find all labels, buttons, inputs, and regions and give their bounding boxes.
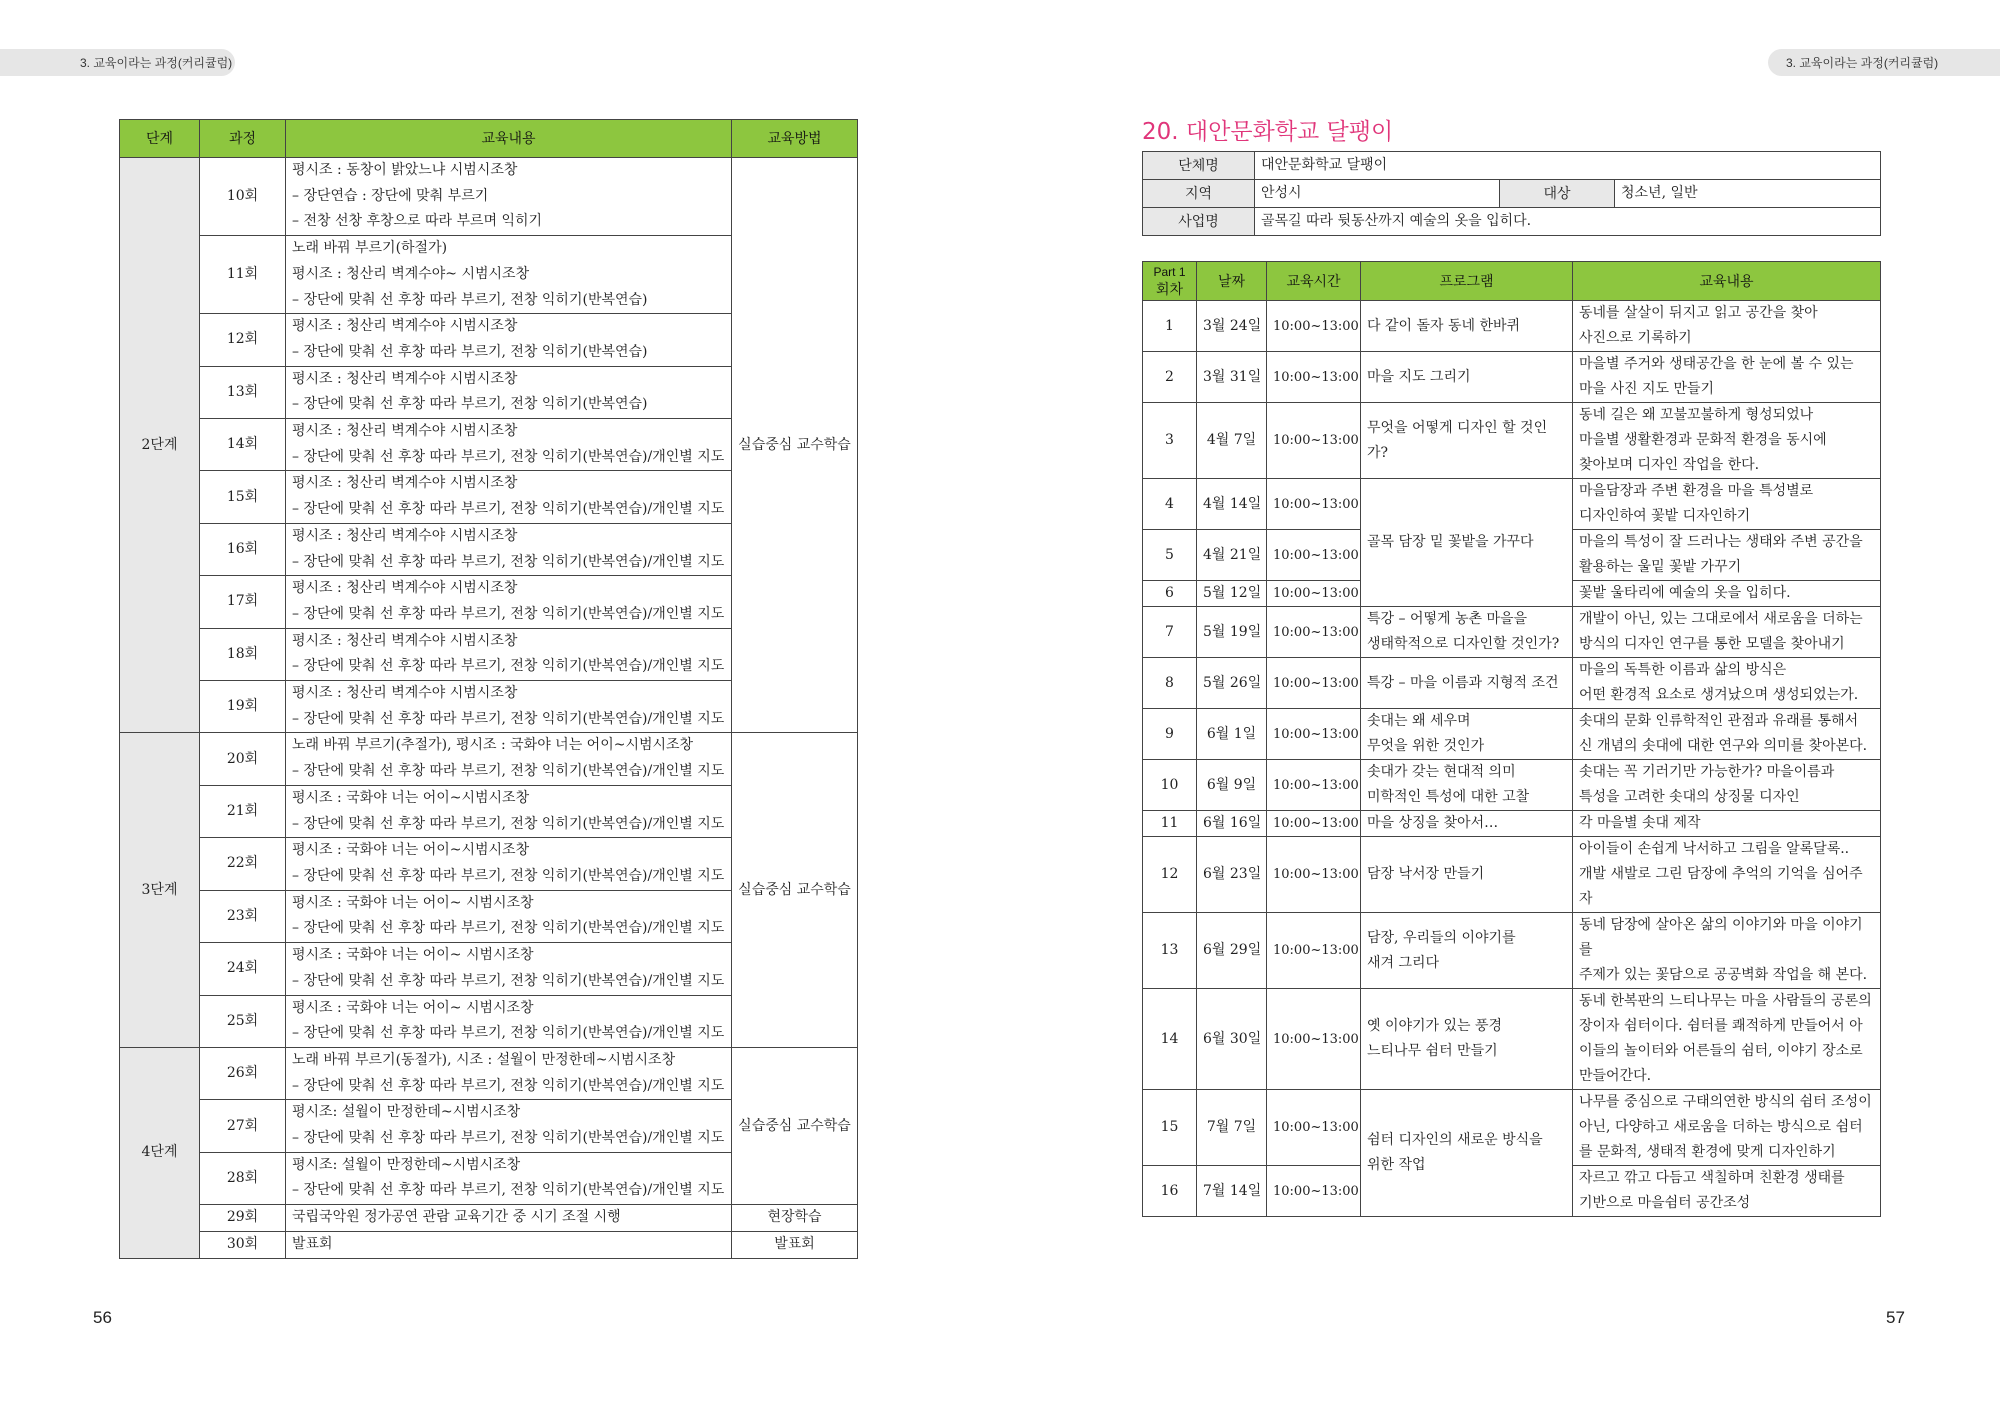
program-row — [1143, 403, 1881, 479]
program-name-line: 쉼터 디자인의 새로운 방식을 — [1367, 1132, 1543, 1148]
header-part-label: Part 1 — [1153, 265, 1186, 279]
program-content-line: 개발 새발로 그린 담장에 추억의 기억을 심어주자 — [1579, 866, 1863, 907]
program-content-line: 자르고 깎고 다듬고 색칠하며 친환경 생태를 — [1579, 1170, 1845, 1186]
program-content — [1573, 581, 1881, 607]
session-cell: 17회 — [200, 576, 286, 628]
program-date: 7월 14일 — [1197, 1166, 1267, 1217]
session-cell: 27회 — [200, 1100, 286, 1152]
program-content-line: 아이들이 손쉽게 낙서하고 그림을 알록달록.. — [1579, 841, 1850, 857]
program-header-row — [1143, 262, 1881, 301]
program-content-line: 나무를 중심으로 구태의연한 방식의 쉼터 조성이 — [1579, 1094, 1872, 1110]
program-date: 4월 7일 — [1197, 403, 1267, 479]
program-time: 10:00~13:00 — [1267, 1166, 1361, 1217]
table-row — [120, 1205, 858, 1232]
content-line: 평시조 : 국화야 너는 어이~시범시조창 — [292, 842, 530, 859]
table-row — [120, 1231, 858, 1258]
program-content-line: 마을 사진 지도 만들기 — [1579, 381, 1715, 397]
program-date: 6월 29일 — [1197, 913, 1267, 989]
column-header-stage: 단계 — [120, 120, 200, 158]
session-cell: 18회 — [200, 628, 286, 680]
program-time: 10:00~13:00 — [1267, 301, 1361, 352]
program-date: 5월 26일 — [1197, 658, 1267, 709]
column-header-content: 교육내용 — [286, 120, 732, 158]
program-time: 10:00~13:00 — [1267, 913, 1361, 989]
program-name — [1361, 811, 1573, 837]
program-name — [1361, 301, 1573, 352]
content-line: – 장단에 맞춰 선 후창 따라 부르기, 전창 익히기(반복연습)/개인별 지도 — [292, 815, 725, 832]
program-name — [1361, 479, 1573, 607]
method-cell: 실습중심 교수학습 — [732, 158, 858, 733]
content-line: 평시조 : 청산리 벽계수야 시범시조창 — [292, 318, 518, 335]
method-cell: 실습중심 교수학습 — [732, 1047, 858, 1204]
running-header-right — [1768, 49, 2000, 76]
program-time: 10:00~13:00 — [1267, 1090, 1361, 1166]
program-time: 10:00~13:00 — [1267, 837, 1361, 913]
program-content-line: 마을의 독특한 이름과 삶의 방식은 — [1579, 662, 1787, 678]
content-line: – 장단에 맞춰 선 후창 따라 부르기, 전창 익히기(반복연습)/개인별 지도 — [292, 553, 725, 570]
program-content — [1573, 607, 1881, 658]
content-cell — [286, 576, 732, 628]
program-content-line: 마을별 생활환경과 문화적 환경을 동시에 — [1579, 432, 1827, 448]
program-row — [1143, 837, 1881, 913]
content-line: 평시조 : 국화야 너는 어이~ 시범시조창 — [292, 894, 534, 911]
content-cell — [286, 471, 732, 523]
curriculum-table — [119, 119, 858, 1259]
info-value-region: 안성시 — [1255, 180, 1500, 208]
program-name-line: 담장 낙서장 만들기 — [1367, 866, 1485, 882]
content-cell — [286, 236, 732, 314]
program-content-line: 사진으로 기록하기 — [1579, 330, 1692, 346]
content-cell — [286, 1100, 732, 1152]
content-cell — [286, 733, 732, 785]
content-cell — [286, 1152, 732, 1204]
program-number: 13 — [1143, 913, 1197, 989]
program-content — [1573, 913, 1881, 989]
content-line: 평시조: 설월이 만정한데~시범시조창 — [292, 1156, 521, 1173]
program-date: 4월 14일 — [1197, 479, 1267, 530]
program-content — [1573, 1090, 1881, 1166]
session-cell: 14회 — [200, 419, 286, 471]
content-cell — [286, 314, 732, 366]
header-session-label: 회차 — [1155, 281, 1184, 297]
program-content-line: 기반으로 마을쉼터 공간조성 — [1579, 1195, 1751, 1211]
page-number-left: 56 — [93, 1308, 112, 1327]
program-content-line: 마을의 특성이 잘 드러나는 생태와 주변 공간을 — [1579, 534, 1863, 550]
program-content — [1573, 1166, 1881, 1217]
stage-cell: 2단계 — [120, 158, 200, 733]
program-content — [1573, 479, 1881, 530]
program-content — [1573, 658, 1881, 709]
content-line: – 장단에 맞춰 선 후창 따라 부르기, 전창 익히기(반복연습)/개인별 지도 — [292, 972, 725, 989]
session-cell: 13회 — [200, 366, 286, 418]
info-row-project — [1143, 208, 1881, 236]
content-line: 평시조 : 청산리 벽계수야 시범시조창 — [292, 685, 518, 702]
program-number: 9 — [1143, 709, 1197, 760]
info-table — [1142, 151, 1881, 236]
page-number-right: 57 — [1886, 1308, 1905, 1327]
content-line: 평시조 : 청산리 벽계수야~ 시범시조창 — [292, 265, 530, 282]
program-name-line: 옛 이야기가 있는 풍경 — [1367, 1018, 1503, 1034]
content-line: 평시조 : 동창이 밝았느냐 시범시조창 — [292, 162, 518, 178]
running-header-left-text: 3. 교육이라는 과정(커리큘럼) — [80, 56, 233, 70]
column-header-part-session — [1143, 262, 1197, 301]
content-line: – 장단에 맞춰 선 후창 따라 부르기, 전창 익히기(반복연습)/개인별 지도 — [292, 1077, 725, 1094]
column-header-method: 교육방법 — [732, 120, 858, 158]
content-line: – 장단에 맞춰 선 후창 따라 부르기, 전창 익히기(반복연습)/개인별 지도 — [292, 605, 725, 622]
program-row — [1143, 1090, 1881, 1166]
program-date: 6월 23일 — [1197, 837, 1267, 913]
section-title: 20. 대안문화학교 달팽이 — [1142, 119, 1394, 145]
program-name-line: 담장, 우리들의 이야기를 — [1367, 929, 1516, 946]
program-name-line: 솟대가 갖는 현대적 의미 — [1367, 764, 1516, 780]
program-content — [1573, 301, 1881, 352]
content-line: 평시조 : 국화야 너는 어이~ 시범시조창 — [292, 999, 534, 1016]
table-header-row — [120, 120, 858, 158]
program-number: 11 — [1143, 811, 1197, 837]
program-content-line: 마을별 주거와 생태공간을 한 눈에 볼 수 있는 — [1579, 356, 1854, 372]
program-name — [1361, 760, 1573, 811]
info-label-project: 사업명 — [1143, 208, 1255, 236]
program-content-line: 만들어간다. — [1579, 1068, 1652, 1084]
table-row — [120, 1047, 858, 1099]
session-cell: 19회 — [200, 681, 286, 733]
program-content — [1573, 989, 1881, 1090]
program-name-line: 특강 – 어떻게 농촌 마을을 — [1367, 611, 1528, 627]
info-value-project: 골목길 따라 뒷동산까지 예술의 옷을 입히다. — [1255, 208, 1881, 236]
program-content-line: 디자인하여 꽃밭 디자인하기 — [1579, 508, 1751, 524]
program-name — [1361, 403, 1573, 479]
content-line: 평시조 : 청산리 벽계수야 시범시조창 — [292, 527, 518, 544]
content-line: – 장단에 맞춰 선 후창 따라 부르기, 전창 익히기(반복연습) — [292, 343, 648, 360]
program-content — [1573, 530, 1881, 581]
content-line: – 장단에 맞춰 선 후창 따라 부르기, 전창 익히기(반복연습)/개인별 지도 — [292, 658, 725, 675]
program-content-line: 이들의 놀이터와 어른들의 쉼터, 이야기 장소로 — [1579, 1043, 1863, 1059]
content-cell — [286, 681, 732, 733]
content-line: – 장단에 맞춰 선 후창 따라 부르기, 전창 익히기(반복연습)/개인별 지도 — [292, 710, 725, 727]
program-number: 5 — [1143, 530, 1197, 581]
program-row — [1143, 479, 1881, 530]
program-content-line: 동네를 살살이 뒤지고 읽고 공간을 찾아 — [1579, 305, 1818, 321]
session-cell: 28회 — [200, 1152, 286, 1204]
content-line: 평시조 : 청산리 벽계수야 시범시조창 — [292, 370, 518, 387]
program-time: 10:00~13:00 — [1267, 479, 1361, 530]
program-content-line: 솟대는 꼭 기러기만 가능한가? 마을이름과 — [1579, 764, 1835, 780]
content-cell — [286, 785, 732, 837]
content-cell — [286, 838, 732, 890]
content-cell — [286, 890, 732, 942]
program-name-line: 무엇을 위한 것인가 — [1367, 738, 1485, 754]
program-number: 12 — [1143, 837, 1197, 913]
content-cell — [286, 1205, 732, 1232]
session-cell: 30회 — [200, 1231, 286, 1258]
program-row — [1143, 607, 1881, 658]
content-cell — [286, 628, 732, 680]
program-content — [1573, 837, 1881, 913]
content-cell — [286, 523, 732, 575]
program-date: 5월 19일 — [1197, 607, 1267, 658]
column-header-date: 날짜 — [1197, 262, 1267, 301]
program-content-line: 각 마을별 솟대 제작 — [1579, 815, 1701, 831]
content-line: 평시조: 설월이 만정한데~시범시조창 — [292, 1104, 521, 1121]
content-cell — [286, 1231, 732, 1258]
content-line: – 장단에 맞춰 선 후창 따라 부르기, 전창 익히기(반복연습)/개인별 지도 — [292, 1182, 725, 1199]
content-line: – 장단에 맞춰 선 후창 따라 부르기, 전창 익히기(반복연습)/개인별 지도 — [292, 448, 725, 465]
content-line: – 장단에 맞춰 선 후창 따라 부르기, 전창 익히기(반복연습)/개인별 지도 — [292, 920, 725, 937]
program-row — [1143, 811, 1881, 837]
content-line: – 장단에 맞춰 선 후창 따라 부르기, 전창 익히기(반복연습)/개인별 지도 — [292, 501, 725, 518]
info-label-region: 지역 — [1143, 180, 1255, 208]
program-content-line: 특성을 고려한 솟대의 상징물 디자인 — [1579, 789, 1800, 805]
program-content — [1573, 352, 1881, 403]
program-number: 1 — [1143, 301, 1197, 352]
program-number: 6 — [1143, 581, 1197, 607]
program-name — [1361, 989, 1573, 1090]
program-name-line: 특강 – 마을 이름과 지형적 조건 — [1367, 674, 1559, 691]
session-cell: 10회 — [200, 158, 286, 236]
program-time: 10:00~13:00 — [1267, 811, 1361, 837]
session-cell: 22회 — [200, 838, 286, 890]
program-name — [1361, 607, 1573, 658]
program-number: 16 — [1143, 1166, 1197, 1217]
program-name-line: 솟대는 왜 세우며 — [1367, 713, 1471, 729]
program-row — [1143, 301, 1881, 352]
column-header-time: 교육시간 — [1267, 262, 1361, 301]
info-value-target: 청소년, 일반 — [1615, 180, 1881, 208]
program-content-line: 마을담장과 주변 환경을 마을 특성별로 — [1579, 483, 1814, 499]
program-time: 10:00~13:00 — [1267, 658, 1361, 709]
program-name-line: 생태학적으로 디자인할 것인가? — [1367, 636, 1560, 652]
program-name-line: 위한 작업 — [1367, 1157, 1426, 1173]
program-time: 10:00~13:00 — [1267, 760, 1361, 811]
program-row — [1143, 989, 1881, 1090]
content-line: – 전창 선창 후창으로 따라 부르며 익히기 — [292, 213, 543, 230]
program-table — [1142, 261, 1881, 1217]
content-line: 국립국악원 정가공연 관람 교육기간 중 시기 조절 시행 — [292, 1209, 621, 1226]
program-name — [1361, 352, 1573, 403]
program-date: 6월 30일 — [1197, 989, 1267, 1090]
content-line: – 장단에 맞춰 선 후창 따라 부르기, 전창 익히기(반복연습)/개인별 지도 — [292, 1025, 725, 1042]
running-header-right-text: 3. 교육이라는 과정(커리큘럼) — [1786, 56, 1939, 70]
program-name-line: 느티나무 쉼터 만들기 — [1367, 1043, 1498, 1059]
program-name-line: 마을 지도 그리기 — [1367, 368, 1471, 385]
program-name — [1361, 658, 1573, 709]
program-name — [1361, 1090, 1573, 1217]
program-content-line: 주제가 있는 꽃담으로 공공벽화 작업을 해 본다. — [1579, 967, 1868, 983]
content-cell — [286, 158, 732, 236]
program-date: 7월 7일 — [1197, 1090, 1267, 1166]
program-number: 7 — [1143, 607, 1197, 658]
program-time: 10:00~13:00 — [1267, 403, 1361, 479]
program-date: 4월 21일 — [1197, 530, 1267, 581]
content-line: 노래 바꿔 부르기(하절가) — [292, 240, 448, 257]
program-content-line: 동네 담장에 살아온 삶의 이야기와 마을 이야기를 — [1579, 917, 1863, 958]
program-date: 3월 31일 — [1197, 352, 1267, 403]
column-header-program: 프로그램 — [1361, 262, 1573, 301]
program-time: 10:00~13:00 — [1267, 709, 1361, 760]
program-number: 14 — [1143, 989, 1197, 1090]
program-row — [1143, 352, 1881, 403]
program-content — [1573, 403, 1881, 479]
program-content — [1573, 760, 1881, 811]
method-cell: 발표회 — [732, 1231, 858, 1258]
content-line: 평시조 : 청산리 벽계수야 시범시조창 — [292, 423, 518, 440]
content-line: 노래 바꿔 부르기(동절가), 시조 : 설월이 만정한데~시범시조창 — [292, 1051, 676, 1068]
info-value-group: 대안문화학교 달팽이 — [1255, 152, 1881, 180]
session-cell: 20회 — [200, 733, 286, 785]
content-line: – 장단연습 : 장단에 맞춰 부르기 — [292, 187, 489, 204]
program-row — [1143, 760, 1881, 811]
program-name-line: 새겨 그리다 — [1367, 954, 1440, 971]
content-cell — [286, 419, 732, 471]
program-date: 6월 16일 — [1197, 811, 1267, 837]
stage-cell: 3단계 — [120, 733, 200, 1047]
program-content-line: 장이자 쉼터이다. 쉼터를 쾌적하게 만들어서 아 — [1579, 1018, 1863, 1034]
content-line: – 장단에 맞춰 선 후창 따라 부르기, 전창 익히기(반복연습)/개인별 지도 — [292, 1130, 725, 1147]
column-header-session: 과정 — [200, 120, 286, 158]
program-content-line: 방식의 디자인 연구를 통한 모델을 찾아내기 — [1579, 636, 1845, 652]
program-content-line: 솟대의 문화 인류학적인 관점과 유래를 통해서 — [1579, 713, 1859, 729]
program-content-line: 찾아보며 디자인 작업을 한다. — [1579, 457, 1760, 473]
program-number: 8 — [1143, 658, 1197, 709]
program-name — [1361, 837, 1573, 913]
program-content-line: 아닌, 다양하고 새로움을 더하는 방식으로 쉼터 — [1579, 1119, 1863, 1135]
content-line: 발표회 — [292, 1235, 333, 1252]
program-content-line: 어떤 환경적 요소로 생겨났으며 생성되었는가. — [1579, 687, 1859, 703]
program-name — [1361, 709, 1573, 760]
program-name-line: 다 같이 돌자 동네 한바퀴 — [1367, 317, 1521, 334]
session-cell: 21회 — [200, 785, 286, 837]
program-time: 10:00~13:00 — [1267, 607, 1361, 658]
content-line: – 장단에 맞춰 선 후창 따라 부르기, 전창 익히기(반복연습) — [292, 291, 648, 308]
program-row — [1143, 709, 1881, 760]
content-line: 평시조 : 청산리 벽계수야 시범시조창 — [292, 632, 518, 649]
program-date: 3월 24일 — [1197, 301, 1267, 352]
program-row — [1143, 913, 1881, 989]
program-number: 15 — [1143, 1090, 1197, 1166]
content-cell — [286, 995, 732, 1047]
running-header-left — [0, 49, 235, 76]
content-line: 평시조 : 청산리 벽계수야 시범시조창 — [292, 475, 518, 492]
session-cell: 29회 — [200, 1205, 286, 1232]
content-line: 평시조 : 청산리 벽계수야 시범시조창 — [292, 580, 518, 597]
program-name-line: 골목 담장 밑 꽃밭을 가꾸다 — [1367, 534, 1534, 550]
info-row-group — [1143, 152, 1881, 180]
program-name-line: 마을 상징을 찾아서… — [1367, 815, 1499, 831]
session-cell: 24회 — [200, 943, 286, 995]
program-name-line: 미학적인 특성에 대한 고찰 — [1367, 789, 1530, 805]
method-cell: 실습중심 교수학습 — [732, 733, 858, 1047]
program-content-line: 개발이 아닌, 있는 그대로에서 새로움을 더하는 — [1579, 611, 1863, 627]
table-row — [120, 733, 858, 785]
program-name — [1361, 913, 1573, 989]
session-cell: 15회 — [200, 471, 286, 523]
program-content-line: 를 문화적, 생태적 환경에 맞게 디자인하기 — [1579, 1144, 1836, 1160]
column-header-content: 교육내용 — [1573, 262, 1881, 301]
program-name-line: 무엇을 어떻게 디자인 할 것인가? — [1367, 419, 1548, 461]
program-time: 10:00~13:00 — [1267, 530, 1361, 581]
content-cell — [286, 1047, 732, 1099]
program-content — [1573, 811, 1881, 837]
program-content-line: 활용하는 울밑 꽃밭 가꾸기 — [1579, 559, 1742, 575]
program-content — [1573, 709, 1881, 760]
info-row-region — [1143, 180, 1881, 208]
content-line: – 장단에 맞춰 선 후창 따라 부르기, 전창 익히기(반복연습)/개인별 지도 — [292, 867, 725, 884]
program-time: 10:00~13:00 — [1267, 352, 1361, 403]
content-line: – 장단에 맞춰 선 후창 따라 부르기, 전창 익히기(반복연습)/개인별 지도 — [292, 763, 725, 780]
program-content-line: 꽃밭 울타리에 예술의 옷을 입히다. — [1579, 585, 1791, 601]
content-cell — [286, 366, 732, 418]
program-date: 6월 1일 — [1197, 709, 1267, 760]
program-content-line: 신 개념의 솟대에 대한 연구와 의미를 찾아본다. — [1579, 738, 1868, 754]
content-line: 노래 바꿔 부르기(추절가), 평시조 : 국화야 너는 어이~시범시조창 — [292, 737, 694, 754]
info-label-target: 대상 — [1500, 180, 1615, 208]
program-number: 3 — [1143, 403, 1197, 479]
session-cell: 25회 — [200, 995, 286, 1047]
program-date: 5월 12일 — [1197, 581, 1267, 607]
program-content-line: 동네 길은 왜 꼬불꼬불하게 형성되었나 — [1579, 407, 1814, 423]
content-line: 평시조 : 국화야 너는 어이~ 시범시조창 — [292, 947, 534, 964]
program-date: 6월 9일 — [1197, 760, 1267, 811]
program-content-line: 동네 한복판의 느티나무는 마을 사람들의 공론의 — [1579, 993, 1872, 1009]
program-number: 10 — [1143, 760, 1197, 811]
stage-cell: 4단계 — [120, 1047, 200, 1258]
program-time: 10:00~13:00 — [1267, 581, 1361, 607]
table-row — [120, 158, 858, 236]
content-cell — [286, 943, 732, 995]
session-cell: 12회 — [200, 314, 286, 366]
program-time: 10:00~13:00 — [1267, 989, 1361, 1090]
method-cell: 현장학습 — [732, 1205, 858, 1232]
program-row — [1143, 658, 1881, 709]
session-cell: 16회 — [200, 523, 286, 575]
session-cell: 23회 — [200, 890, 286, 942]
session-cell: 26회 — [200, 1047, 286, 1099]
session-cell: 11회 — [200, 236, 286, 314]
content-line: 평시조 : 국화야 너는 어이~시범시조창 — [292, 789, 530, 806]
info-label-group: 단체명 — [1143, 152, 1255, 180]
content-line: – 장단에 맞춰 선 후창 따라 부르기, 전창 익히기(반복연습) — [292, 396, 648, 413]
program-number: 4 — [1143, 479, 1197, 530]
program-number: 2 — [1143, 352, 1197, 403]
